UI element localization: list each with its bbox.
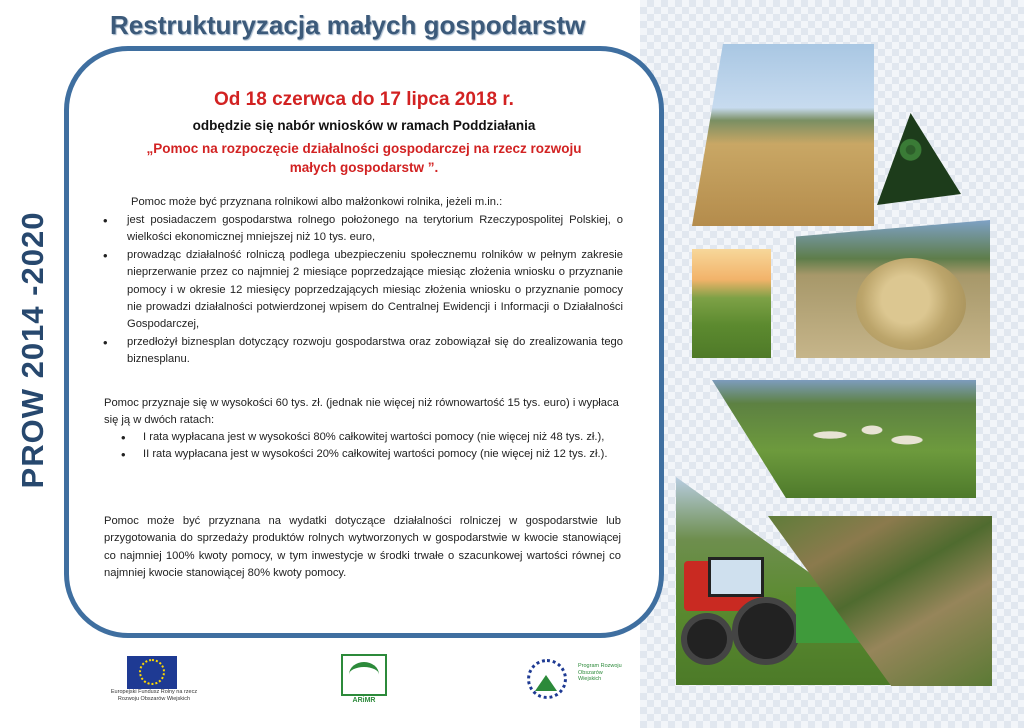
cows-sunset-photo: [692, 249, 771, 358]
list-item: • II rata wypłacana jest w wysokości 20% całkowitej wartości pomocy (nie więcej niż 12 tys. zł.).: [119, 446, 624, 463]
eu-fund-caption: Europejski Fundusz Rolny na rzecz Rozwoju Obszarów Wiejskich: [110, 689, 198, 702]
call-subtitle: odbędzie się nabór wniosków w ramach Poddziałania: [192, 118, 536, 133]
list-item: • prowadząc działalność rolniczą podlega ubezpieczeniu społecznemu rolników w pełnym zakresie nieprzerwanie przez co najmniej 2 miesiące poprzedzające miesiąc złożenia wniosku o przyznanie pomocy i w okresie 12 miesięcy poprzedzających miesiąc złożenia wniosku o przyznanie pomocy nie prowadzi działalności potwierdzonej wpisem do Centralnej Ewidencji i Informacji o Działalności Gospodarczej,: [101, 247, 623, 334]
date-range-heading: Od 18 czerwca do 17 lipca 2018 r.: [214, 89, 514, 110]
arimr-logo-text: ARiMR: [352, 697, 376, 704]
tractor-cab: [708, 557, 764, 597]
measure-name: „Pomoc na rozpoczęcie działalności gospodarczej na rzecz rozwoju małych gospodarstw ”.: [146, 141, 582, 175]
eligibility-conditions-list: [101, 212, 623, 369]
notice-frame: [64, 46, 664, 638]
eligibility-intro: Pomoc może być przyznana rolnikowi albo małżonkowi rolnika, jeżeli m.in.:: [131, 196, 503, 208]
page-title: Restrukturyzacja małych gospodarstw: [110, 10, 586, 40]
eligible-expenses-paragraph: Pomoc może być przyznana na wydatki dotyczące działalności rolniczej w gospodarstwie lub przygotowania do sprzedaży produktów rolnych wytworzonych w gospodarstwie w kwocie stanowiącej co najmniej 100% kwoty pomocy, w tym inwestycje w środki trwałe o szacunkowej wartości równej co najmniej kwocie stanowiącej 80% kwoty pomocy.: [104, 515, 621, 580]
program-side-label: PROW 2014 -2020: [15, 211, 50, 489]
tractor-front-wheel: [681, 613, 733, 665]
list-item: • I rata wypłacana jest w wysokości 80% całkowitej wartości pomocy (nie więcej niż 48 tys. zł.),: [119, 429, 624, 446]
list-item: • jest posiadaczem gospodarstwa rolnego położonego na terytorium Rzeczypospolitej Polskiej, o wielkości ekonomicznej mniejszej niż 10 tys. euro,: [101, 212, 623, 247]
prow-logo-caption: Program Rozwoju Obszarów Wiejskich: [578, 663, 622, 682]
aid-amount-paragraph: Pomoc przyznaje się w wysokości 60 tys. zł. (jednak nie więcej niż równowartość 15 tys. euro) i wypłaca się ją w dwóch ratach:: [104, 397, 619, 427]
eu-flag-logo: [127, 656, 177, 689]
installments-list: [119, 429, 624, 464]
wheat-field-photo: [692, 44, 874, 226]
prow-logo: [525, 657, 573, 699]
tractor-rear-wheel: [732, 597, 800, 665]
hay-bale-photo: [796, 220, 990, 358]
list-item: • przedłożył biznesplan dotyczący rozwoju gospodarstwa oraz zobowiązał się do zrealizowania tego biznesplanu.: [101, 334, 623, 369]
arimr-logo: [341, 654, 387, 696]
eu-stars-icon: [139, 659, 165, 685]
